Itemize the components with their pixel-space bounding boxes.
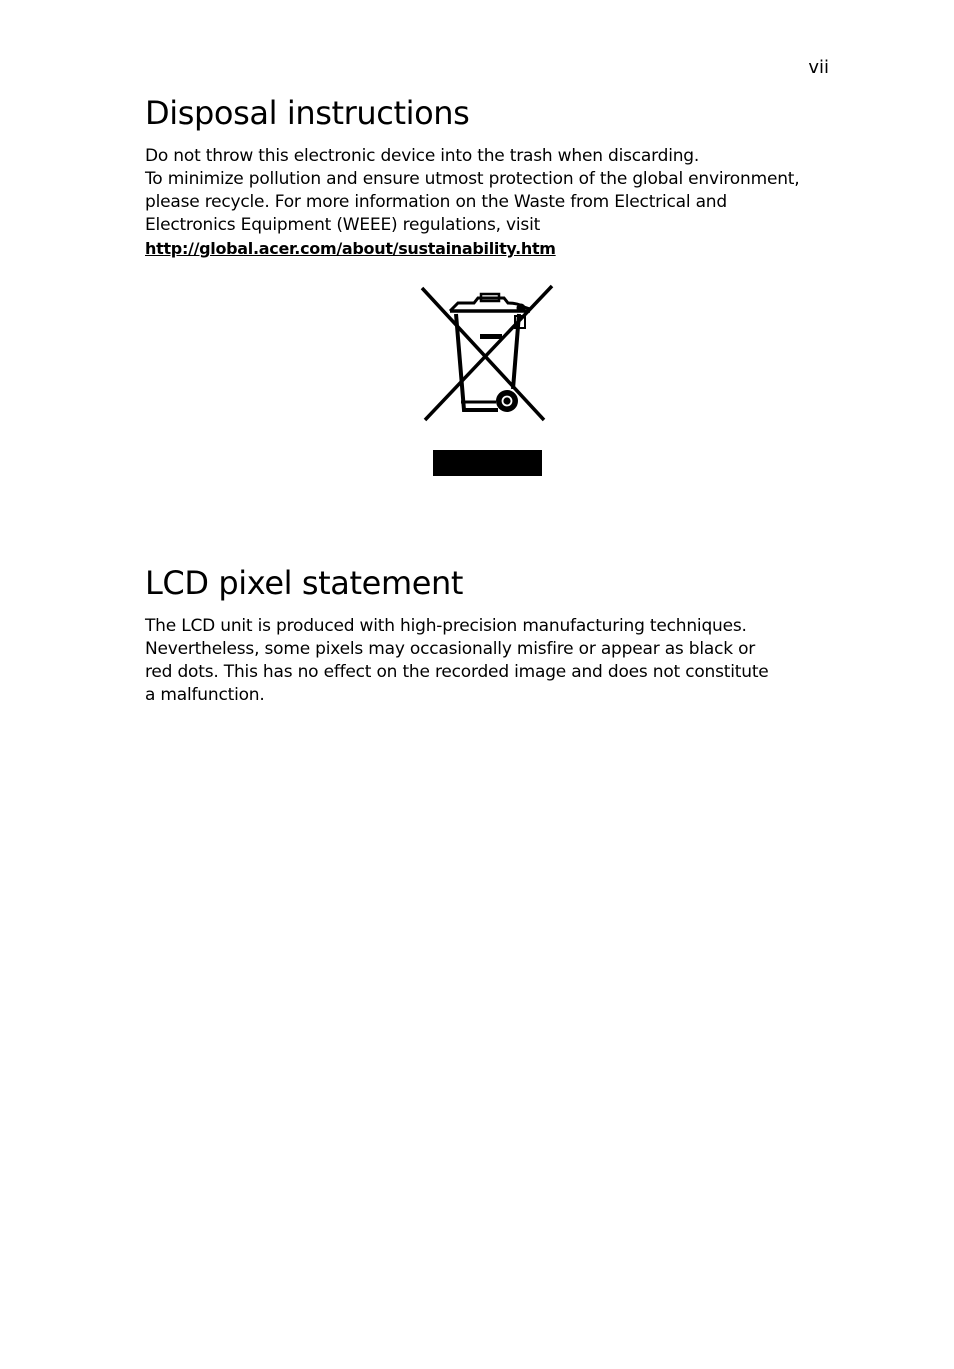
disposal-line: Electronics Equipment (WEEE) regulations, visit — [145, 215, 541, 235]
page-number: vii — [808, 57, 829, 78]
lcd-line: The LCD unit is produced with high-precision manufacturing techniques. — [145, 616, 747, 636]
crossed-out-wheelie-bin-icon — [418, 282, 558, 424]
sustainability-link[interactable]: http://global.acer.com/about/sustainability.htm — [145, 239, 556, 258]
disposal-paragraph — [145, 145, 799, 261]
lcd-line: red dots. This has no effect on the recorded image and does not constitute — [145, 662, 769, 682]
lcd-paragraph — [145, 615, 769, 707]
lcd-line: Nevertheless, some pixels may occasionally misfire or appear as black or — [145, 639, 756, 659]
weee-black-bar — [433, 450, 542, 476]
disposal-heading: Disposal instructions — [145, 94, 470, 132]
disposal-line: To minimize pollution and ensure utmost protection of the global environment, — [145, 169, 800, 189]
disposal-line: Do not throw this electronic device into the trash when discarding. — [145, 146, 700, 166]
disposal-line: please recycle. For more information on the Waste from Electrical and — [145, 192, 727, 212]
lcd-heading: LCD pixel statement — [145, 564, 464, 602]
lcd-line: a malfunction. — [145, 685, 265, 705]
